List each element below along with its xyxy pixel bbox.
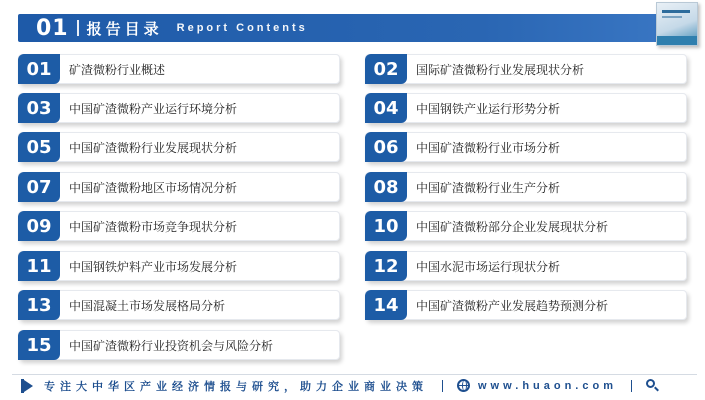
toc-item-label: 中国矿渣微粉产业运行环境分析 — [69, 101, 238, 116]
toc-item-number: 10 — [365, 211, 407, 241]
toc-item-label: 中国矿渣微粉行业投资机会与风险分析 — [69, 338, 274, 353]
toc-item-label: 中国混凝土市场发展格局分析 — [69, 298, 226, 313]
toc-item-number: 06 — [365, 132, 407, 162]
toc-item-05[interactable] — [18, 132, 340, 162]
toc-item-label: 中国钢铁炉料产业市场发展分析 — [69, 259, 238, 274]
toc-item-number: 12 — [365, 251, 407, 281]
header-divider — [77, 20, 79, 36]
toc-item-number: 07 — [18, 172, 60, 202]
section-title: 报告目录 — [86, 19, 163, 38]
toc-item-07[interactable] — [18, 172, 340, 202]
footer-divider — [631, 380, 632, 392]
footer-url-link[interactable]: www.huaon.com — [478, 379, 617, 392]
toc-item-label: 国际矿渣微粉行业发展现状分析 — [416, 62, 585, 77]
toc-item-number: 14 — [365, 290, 407, 320]
toc-item-11[interactable] — [18, 251, 340, 281]
toc-item-label: 中国矿渣微粉行业生产分析 — [416, 180, 561, 195]
toc-item-number: 08 — [365, 172, 407, 202]
toc-item-09[interactable] — [18, 211, 340, 241]
toc-item-label: 中国矿渣微粉行业市场分析 — [416, 140, 561, 155]
toc-item-label: 中国水泥市场运行现状分析 — [416, 259, 561, 274]
toc-item-number: 02 — [365, 54, 407, 84]
toc-item-number: 09 — [18, 211, 60, 241]
toc-item-label: 中国钢铁产业运行形势分析 — [416, 101, 561, 116]
toc-item-label: 矿渣微粉行业概述 — [69, 62, 166, 77]
toc-item-number: 15 — [18, 330, 60, 360]
toc-item-14[interactable] — [365, 290, 687, 320]
toc-item-01[interactable] — [18, 54, 340, 84]
search-icon[interactable] — [646, 379, 659, 392]
toc-item-number: 05 — [18, 132, 60, 162]
toc-item-label: 中国矿渣微粉行业发展现状分析 — [69, 140, 238, 155]
toc-item-label: 中国矿渣微粉部分企业发展现状分析 — [416, 219, 609, 234]
toc-item-number: 13 — [18, 290, 60, 320]
footer-bar — [12, 374, 697, 396]
toc-item-label: 中国矿渣微粉地区市场情况分析 — [69, 180, 238, 195]
toc-item-number: 11 — [18, 251, 60, 281]
toc-item-label: 中国矿渣微粉市场竞争现状分析 — [69, 219, 238, 234]
footer-slogan: 专注大中华区产业经济情报与研究，助力企业商业决策 — [44, 379, 428, 393]
section-subtitle: Report Contents — [176, 22, 308, 34]
toc-item-13[interactable] — [18, 290, 340, 320]
toc-item-label: 中国矿渣微粉产业发展趋势预测分析 — [416, 298, 609, 313]
toc-item-12[interactable] — [365, 251, 687, 281]
toc-item-02[interactable] — [365, 54, 687, 84]
toc-item-15[interactable] — [18, 330, 340, 360]
toc-item-03[interactable] — [18, 93, 340, 123]
footer-divider — [442, 380, 443, 392]
toc-item-number: 01 — [18, 54, 60, 84]
section-number: 01 — [36, 15, 69, 41]
report-cover-image — [656, 2, 698, 46]
section-header — [18, 14, 680, 42]
toc-item-06[interactable] — [365, 132, 687, 162]
toc-item-10[interactable] — [365, 211, 687, 241]
toc-item-04[interactable] — [365, 93, 687, 123]
toc-item-number: 03 — [18, 93, 60, 123]
globe-icon — [457, 379, 470, 392]
toc-item-number: 04 — [365, 93, 407, 123]
toc-item-08[interactable] — [365, 172, 687, 202]
flag-icon — [20, 379, 34, 393]
